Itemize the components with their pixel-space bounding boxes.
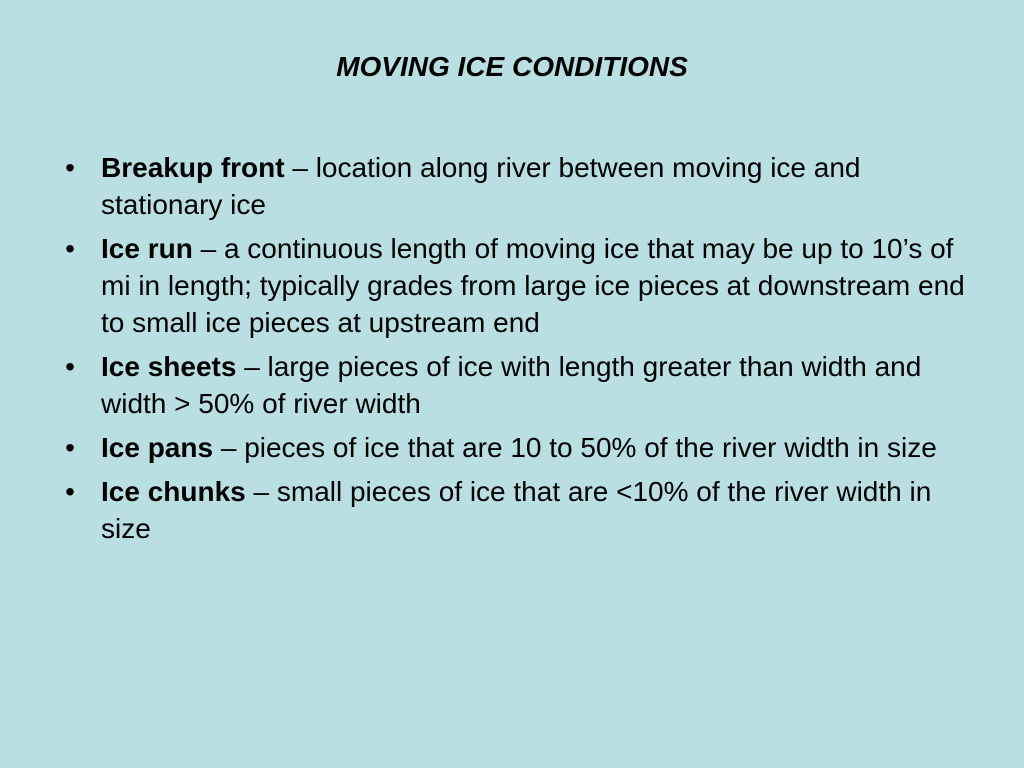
bullet-list — [60, 149, 980, 554]
definition-text: – pieces of ice that are 10 to 50% of the river width in size — [213, 432, 937, 463]
term-label: Ice sheets — [101, 351, 237, 382]
bullet-item-ice-run — [60, 230, 980, 341]
bullet-item-ice-pans — [60, 429, 980, 466]
definition-text: – a continuous length of moving ice that may be up to 10’s of mi in length; typically grades from large ice pieces at downstream end to small ice pieces at upstream end — [101, 233, 965, 338]
bullet-item-ice-chunks — [60, 473, 980, 547]
definition-text: – large pieces of ice with length greater than width and width > 50% of river width — [101, 351, 922, 419]
bullet-dot: • — [65, 476, 75, 507]
term-label: Ice run — [101, 233, 193, 264]
bullet-item-ice-sheets — [60, 348, 980, 422]
term-label: Breakup front — [101, 152, 285, 183]
term-label: Ice chunks — [101, 476, 246, 507]
bullet-dot: • — [65, 233, 75, 264]
bullet-dot: • — [65, 432, 75, 463]
term-label: Ice pans — [101, 432, 214, 463]
slide-title: MOVING ICE CONDITIONS — [336, 51, 688, 82]
bullet-dot: • — [65, 351, 75, 382]
definition-text: – location along river between moving ice and stationary ice — [101, 152, 861, 220]
bullet-dot: • — [65, 152, 75, 183]
definition-text: – small pieces of ice that are <10% of the river width in size — [101, 476, 932, 544]
bullet-item-breakup-front — [60, 149, 980, 223]
